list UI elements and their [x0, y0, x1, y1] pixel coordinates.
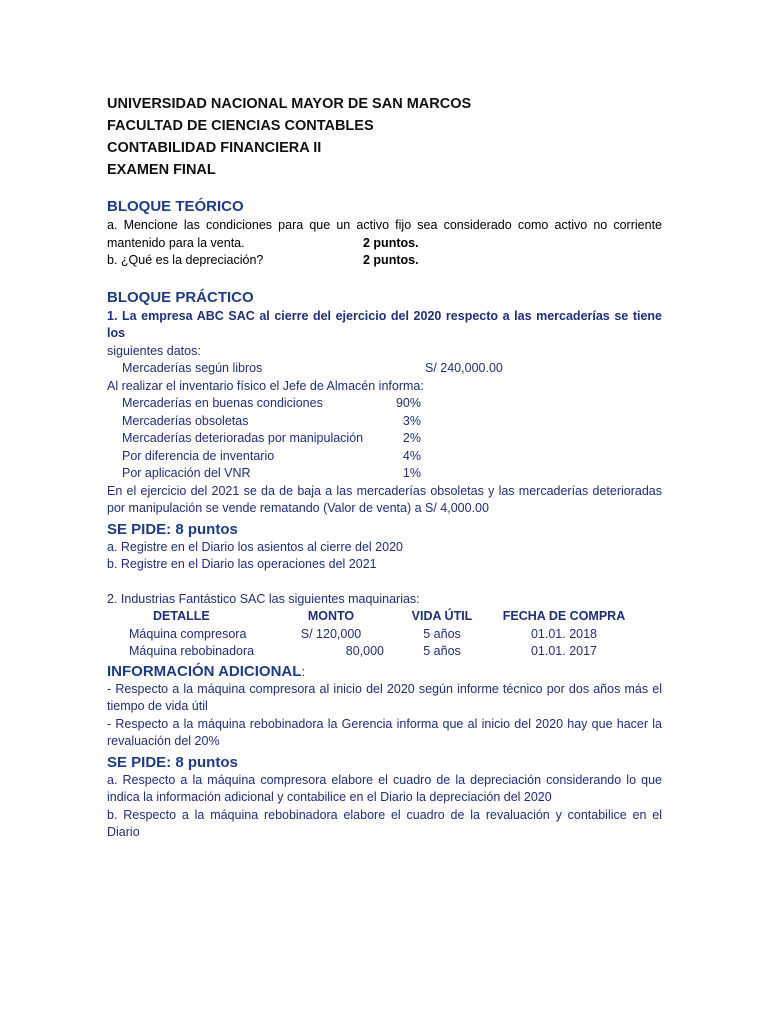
course-name: CONTABILIDAD FINANCIERA II [107, 140, 322, 156]
sepide-2-title: SE PIDE: 8 puntos [107, 753, 238, 771]
sepide-1-b: b. Registre en el Diario las operaciones del 2021 [107, 557, 377, 571]
question-a-points: 2 puntos. [363, 235, 419, 250]
list-item: Por aplicación del VNR 1% [122, 466, 421, 480]
question-a [107, 217, 662, 252]
problem-1-intro-2: siguientes datos: [107, 343, 201, 358]
list-item: Mercaderías obsoletas 3% [122, 413, 421, 428]
sepide-1-title: SE PIDE: 8 puntos [107, 520, 238, 538]
bloque-teorico [107, 197, 662, 270]
faculty-name: FACULTAD DE CIENCIAS CONTABLES [107, 118, 374, 134]
list-item: Mercaderías en buenas condiciones 90% [122, 396, 421, 410]
problem-2-intro: 2. Industrias Fantástico SAC las siguientes maquinarias: [107, 591, 420, 606]
exam-title: EXAMEN FINAL [107, 162, 216, 178]
inventario-intro: Al realizar el inventario físico el Jefe de Almacén informa: [107, 378, 424, 393]
question-a-text: a. Mencione las condiciones para que un activo fijo sea considerado como activo no corriente mantenido para la venta. [107, 218, 662, 250]
col-header-fecha: FECHA DE COMPRA [502, 609, 626, 623]
problem-1-note: En el ejercicio del 2021 se da de baja a las mercaderías obsoletas y las mercaderías deterioradas por manipulación se vende rematando (Valor de venta) a S/ 4,000.00 [107, 483, 662, 515]
col-header-vida-util: VIDA ÚTIL [411, 609, 473, 623]
info-item-2: - Respecto a la máquina rebobinadora la Gerencia informa que al inicio del 2020 hay que hacer la revaluación del 20% [107, 716, 662, 748]
bloque-practico [107, 288, 662, 842]
problem-1-intro: 1. La empresa ABC SAC al cierre del ejercicio del 2020 respecto a las mercaderías se tiene los [107, 308, 662, 340]
table-header-row [107, 608, 662, 626]
libros-row [107, 360, 662, 378]
inventario-list [107, 395, 662, 483]
col-header-detalle: DETALLE [153, 609, 210, 623]
sepide-2-a: a. Respecto a la máquina compresora elabore el cuadro de la depreciación considerando lo que indica la información adicional y contabilice en el Diario la depreciación del 2020 [107, 772, 662, 804]
question-b [107, 252, 662, 270]
info-adicional-title: INFORMACIÓN ADICIONAL: [107, 662, 306, 680]
sepide-1-a: a. Registre en el Diario los asientos al cierre del 2020 [107, 539, 403, 554]
university-name: UNIVERSIDAD NACIONAL MAYOR DE SAN MARCOS [107, 96, 472, 112]
question-b-points: 2 puntos. [363, 253, 419, 267]
libros-label: Mercaderías según libros [122, 361, 263, 375]
table-row: Máquina rebobinadora 80,000 5 años 01.01. 2017 [129, 644, 598, 658]
table-row: Máquina compresora S/ 120,000 5 años 01.01. 2018 [129, 626, 598, 641]
col-header-monto: MONTO [307, 609, 355, 623]
info-item-1: - Respecto a la máquina compresora al inicio del 2020 según informe técnico por dos años más el tiempo de vida útil [107, 681, 662, 713]
libros-value: S/ 240,000.00 [425, 361, 503, 375]
teorico-title: BLOQUE TEÓRICO [107, 198, 244, 215]
question-b-text: b. ¿Qué es la depreciación? [107, 253, 264, 267]
practico-title: BLOQUE PRÁCTICO [107, 288, 254, 306]
list-item: Por diferencia de inventario 4% [122, 448, 421, 463]
machinery-table [107, 608, 662, 661]
list-item: Mercaderías deterioradas por manipulación 2% [122, 431, 421, 445]
exam-page [107, 93, 662, 842]
sepide-2-b: b. Respecto a la máquina rebobinadora elabore el cuadro de la revaluación y contabilice en el Diario [107, 807, 662, 839]
document-header [107, 93, 662, 181]
